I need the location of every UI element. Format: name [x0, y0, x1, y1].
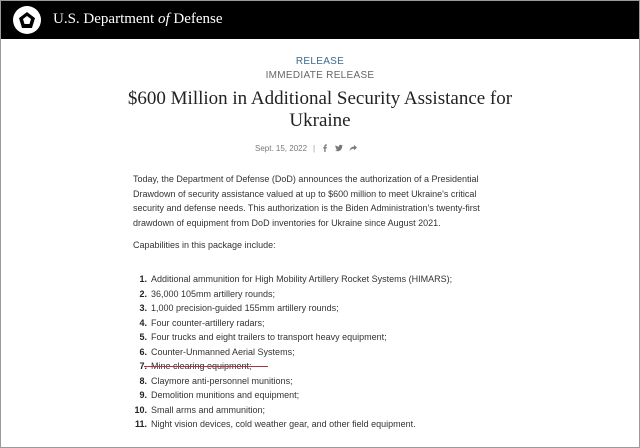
brand-italic: of — [157, 11, 170, 27]
facebook-icon[interactable] — [321, 144, 329, 152]
list-item — [133, 374, 493, 389]
list-item-number: 9. — [139, 390, 147, 401]
list-item-number: 8. — [139, 375, 147, 386]
list-item-text: Additional ammunition for High Mobility Artillery Rocket Systems (HIMARS); — [151, 274, 453, 285]
list-item-text: Four trucks and eight trailers to transport heavy equipment; — [151, 332, 387, 343]
site-header — [1, 1, 639, 39]
meta-separator: | — [313, 143, 316, 153]
list-item-text: Mine clearing equipment; — [151, 361, 252, 372]
twitter-icon[interactable] — [335, 144, 343, 152]
site-brand[interactable] — [53, 11, 223, 28]
list-item-number: 5. — [139, 332, 147, 343]
release-sublabel: IMMEDIATE RELEASE — [265, 70, 375, 81]
list-item — [133, 301, 493, 316]
brand-suffix: Defense — [169, 11, 223, 27]
article-meta — [255, 142, 357, 154]
list-item — [133, 345, 493, 360]
list-item-number: 2. — [139, 288, 147, 299]
list-item-number: 1. — [139, 274, 147, 285]
list-item — [133, 403, 493, 418]
list-item — [133, 316, 493, 331]
brand-prefix: U.S. Department — [53, 11, 158, 27]
list-item — [133, 287, 493, 302]
list-item-text: 36,000 105mm artillery rounds; — [151, 288, 276, 299]
capabilities-list — [133, 272, 493, 432]
page-title: $600 Million in Additional Security Assistance for Ukraine — [127, 88, 513, 131]
list-item — [133, 388, 493, 403]
capabilities-intro: Capabilities in this package include: — [133, 240, 276, 250]
list-item-number: 3. — [139, 303, 147, 314]
list-item — [133, 417, 493, 432]
publish-date: Sept. 15, 2022 — [255, 143, 308, 153]
list-item-number: 10. — [134, 404, 147, 415]
release-label[interactable]: RELEASE — [295, 56, 345, 67]
list-item-text: Night vision devices, cold weather gear, and other field equipment. — [151, 419, 416, 430]
article-body: Today, the Department of Defense (DoD) announces the authorization of a Presidential Drawdown of security assistance valued at up to $600 million to meet Ukraine's critical security and defense needs. This authorization is the Biden Administration's twenty-first drawdown of equipment from DoD inventories for Ukraine since August 2021. — [133, 174, 480, 228]
list-item-text: 1,000 precision-guided 155mm artillery rounds; — [151, 303, 339, 314]
list-item-text: Four counter-artillery radars; — [151, 317, 265, 328]
list-item-number: 6. — [139, 346, 147, 357]
share-icon[interactable] — [349, 144, 357, 152]
highlight-underline — [144, 366, 268, 367]
list-item-text: Claymore anti-personnel munitions; — [151, 375, 293, 386]
list-item-number: 11. — [134, 419, 147, 430]
list-item-number: 7. — [139, 361, 147, 372]
list-item — [133, 272, 493, 287]
list-item-text: Demolition munitions and equipment; — [151, 390, 300, 401]
list-item — [133, 330, 493, 345]
list-item-text: Small arms and ammunition; — [151, 404, 266, 415]
dod-seal-logo[interactable] — [13, 6, 41, 34]
list-item-text: Counter-Unmanned Aerial Systems; — [151, 346, 295, 357]
list-item-number: 4. — [139, 317, 147, 328]
